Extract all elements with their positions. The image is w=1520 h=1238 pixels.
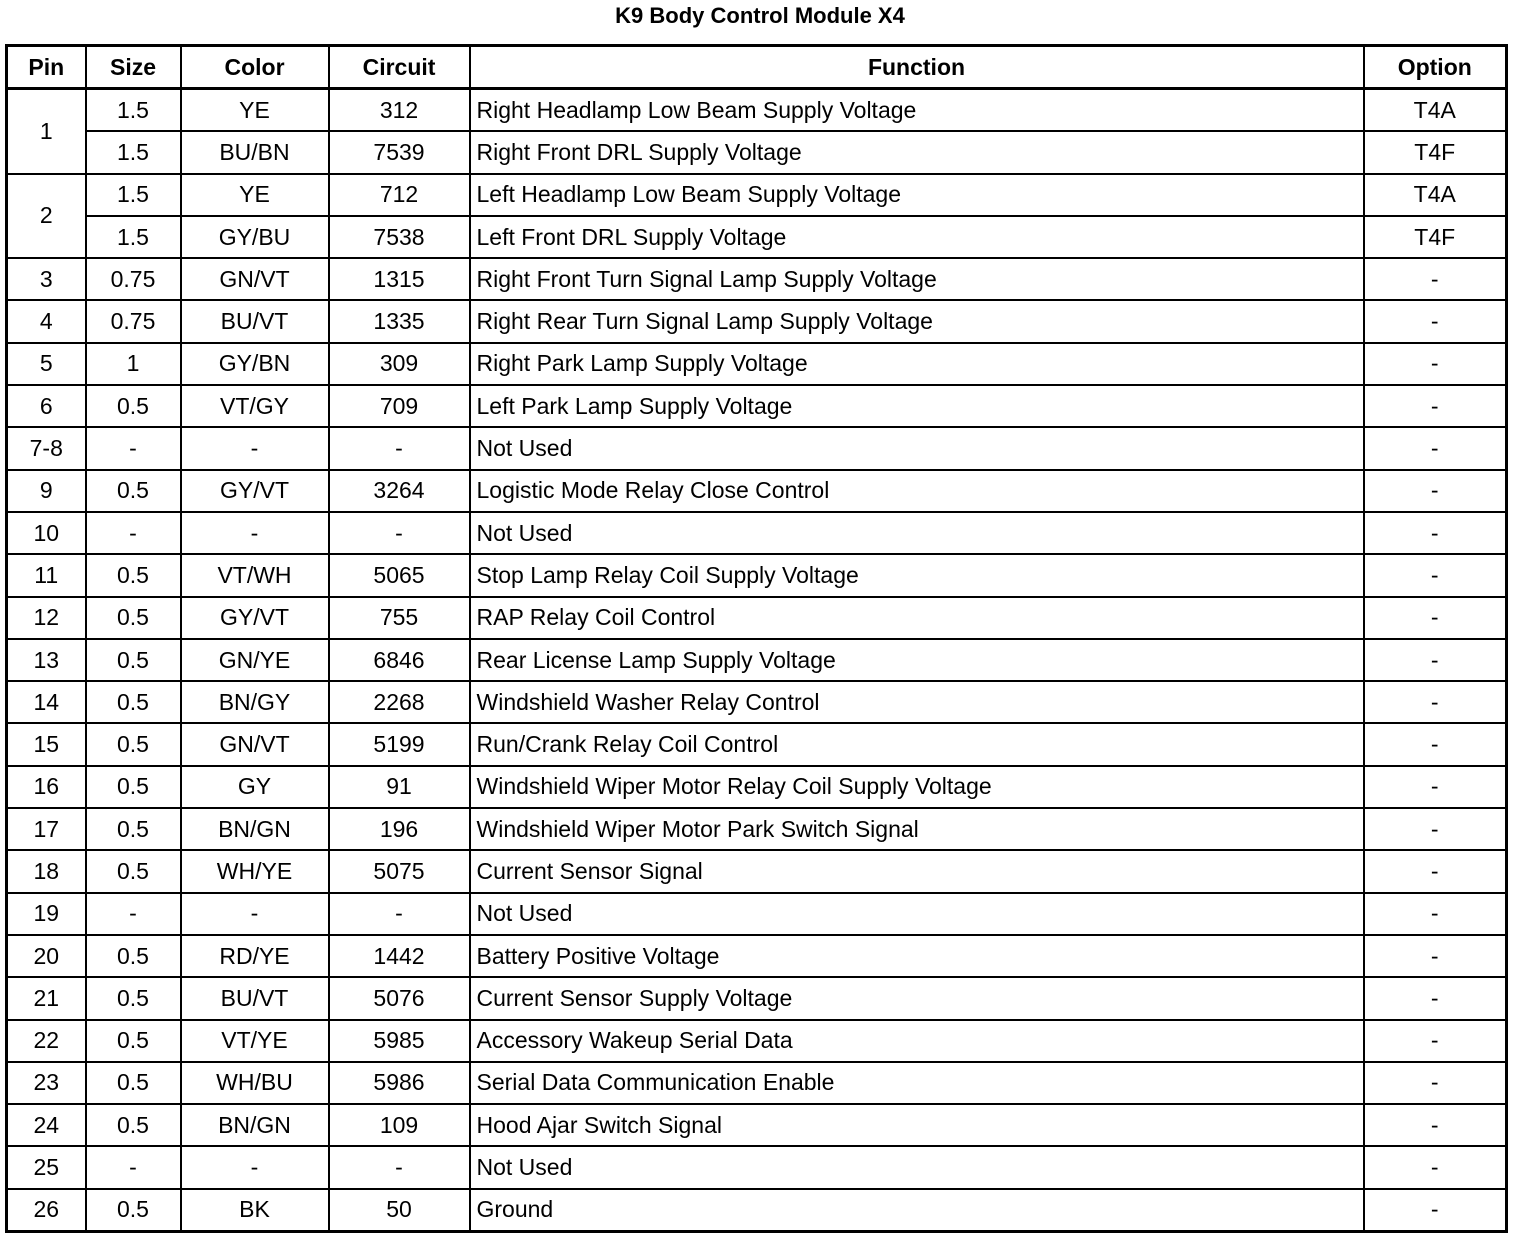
cell-circuit: 312 <box>329 89 470 132</box>
cell-pin: 9 <box>7 470 86 512</box>
cell-color: - <box>181 893 329 935</box>
cell-circuit: 1335 <box>329 300 470 342</box>
cell-option: - <box>1364 300 1507 342</box>
cell-color: GY/VT <box>181 597 329 639</box>
cell-pin: 4 <box>7 300 86 342</box>
table-row <box>7 808 1507 850</box>
cell-size: 1 <box>86 343 181 385</box>
cell-function: Ground <box>470 1189 1364 1232</box>
table-row <box>7 935 1507 977</box>
cell-function: Right Front Turn Signal Lamp Supply Voltage <box>470 258 1364 300</box>
cell-circuit: - <box>329 427 470 469</box>
cell-function: Hood Ajar Switch Signal <box>470 1104 1364 1146</box>
cell-color: WH/YE <box>181 850 329 892</box>
cell-pin: 14 <box>7 681 86 723</box>
column-header-option: Option <box>1364 46 1507 89</box>
cell-option: - <box>1364 1020 1507 1062</box>
table-row <box>7 1020 1507 1062</box>
table-row <box>7 639 1507 681</box>
cell-pin: 25 <box>7 1146 86 1188</box>
cell-function: Not Used <box>470 512 1364 554</box>
table-row <box>7 850 1507 892</box>
table-row <box>7 766 1507 808</box>
table-row <box>7 89 1507 132</box>
cell-option: - <box>1364 681 1507 723</box>
cell-function: Stop Lamp Relay Coil Supply Voltage <box>470 554 1364 596</box>
cell-color: BN/GN <box>181 1104 329 1146</box>
cell-color: GN/YE <box>181 639 329 681</box>
cell-color: VT/GY <box>181 385 329 427</box>
table-row <box>7 597 1507 639</box>
cell-size: 0.5 <box>86 1062 181 1104</box>
cell-pin: 7-8 <box>7 427 86 469</box>
cell-option: - <box>1364 554 1507 596</box>
cell-size: 0.5 <box>86 597 181 639</box>
cell-option: - <box>1364 808 1507 850</box>
cell-size: 0.5 <box>86 766 181 808</box>
table-body <box>7 89 1507 1232</box>
table-row <box>7 131 1507 173</box>
cell-option: T4F <box>1364 131 1507 173</box>
cell-option: - <box>1364 766 1507 808</box>
cell-size: 0.75 <box>86 258 181 300</box>
table-row <box>7 512 1507 554</box>
cell-color: BU/VT <box>181 977 329 1019</box>
cell-pin: 2 <box>7 174 86 259</box>
cell-option: - <box>1364 850 1507 892</box>
cell-function: Battery Positive Voltage <box>470 935 1364 977</box>
table-row <box>7 1104 1507 1146</box>
table-row <box>7 258 1507 300</box>
cell-size: 0.5 <box>86 1189 181 1232</box>
cell-circuit: 712 <box>329 174 470 216</box>
cell-function: Not Used <box>470 427 1364 469</box>
cell-option: - <box>1364 935 1507 977</box>
cell-function: Left Park Lamp Supply Voltage <box>470 385 1364 427</box>
cell-option: - <box>1364 427 1507 469</box>
cell-circuit: 7538 <box>329 216 470 258</box>
cell-circuit: 755 <box>329 597 470 639</box>
cell-option: - <box>1364 258 1507 300</box>
cell-function: Serial Data Communication Enable <box>470 1062 1364 1104</box>
cell-option: - <box>1364 893 1507 935</box>
cell-size: 0.5 <box>86 1020 181 1062</box>
cell-circuit: 6846 <box>329 639 470 681</box>
cell-function: Right Headlamp Low Beam Supply Voltage <box>470 89 1364 132</box>
cell-option: - <box>1364 1146 1507 1188</box>
cell-color: BK <box>181 1189 329 1232</box>
cell-size: 0.5 <box>86 554 181 596</box>
cell-size: 0.5 <box>86 977 181 1019</box>
cell-function: Current Sensor Signal <box>470 850 1364 892</box>
cell-function: Right Park Lamp Supply Voltage <box>470 343 1364 385</box>
cell-option: - <box>1364 977 1507 1019</box>
cell-color: GY/VT <box>181 470 329 512</box>
cell-circuit: 5986 <box>329 1062 470 1104</box>
cell-circuit: - <box>329 512 470 554</box>
cell-color: BU/BN <box>181 131 329 173</box>
cell-circuit: 309 <box>329 343 470 385</box>
cell-option: - <box>1364 343 1507 385</box>
table-row <box>7 723 1507 765</box>
cell-pin: 15 <box>7 723 86 765</box>
table-header <box>7 46 1507 89</box>
column-header-size: Size <box>86 46 181 89</box>
table-row <box>7 300 1507 342</box>
cell-circuit: 5199 <box>329 723 470 765</box>
cell-color: VT/YE <box>181 1020 329 1062</box>
cell-size: 0.5 <box>86 808 181 850</box>
table-row <box>7 216 1507 258</box>
table-row <box>7 470 1507 512</box>
cell-function: RAP Relay Coil Control <box>470 597 1364 639</box>
cell-size: 0.5 <box>86 385 181 427</box>
cell-circuit: 5075 <box>329 850 470 892</box>
cell-circuit: 91 <box>329 766 470 808</box>
cell-function: Windshield Wiper Motor Park Switch Signal <box>470 808 1364 850</box>
table-row <box>7 977 1507 1019</box>
cell-color: - <box>181 427 329 469</box>
cell-pin: 12 <box>7 597 86 639</box>
cell-color: GN/VT <box>181 258 329 300</box>
cell-size: 0.5 <box>86 723 181 765</box>
cell-color: GY/BN <box>181 343 329 385</box>
cell-size: - <box>86 512 181 554</box>
cell-option: - <box>1364 723 1507 765</box>
cell-color: VT/WH <box>181 554 329 596</box>
cell-circuit: 5076 <box>329 977 470 1019</box>
cell-size: 0.5 <box>86 470 181 512</box>
column-header-pin: Pin <box>7 46 86 89</box>
cell-pin: 1 <box>7 89 86 174</box>
cell-color: GN/VT <box>181 723 329 765</box>
cell-pin: 6 <box>7 385 86 427</box>
cell-pin: 10 <box>7 512 86 554</box>
cell-pin: 19 <box>7 893 86 935</box>
cell-size: 1.5 <box>86 174 181 216</box>
table-row <box>7 893 1507 935</box>
cell-function: Not Used <box>470 1146 1364 1188</box>
cell-circuit: 3264 <box>329 470 470 512</box>
cell-color: - <box>181 512 329 554</box>
cell-function: Windshield Washer Relay Control <box>470 681 1364 723</box>
cell-color: GY <box>181 766 329 808</box>
document-title: K9 Body Control Module X4 <box>615 3 905 28</box>
cell-function: Logistic Mode Relay Close Control <box>470 470 1364 512</box>
table-row <box>7 1189 1507 1232</box>
cell-pin: 24 <box>7 1104 86 1146</box>
cell-pin: 3 <box>7 258 86 300</box>
cell-color: BN/GY <box>181 681 329 723</box>
cell-option: T4A <box>1364 89 1507 132</box>
cell-function: Not Used <box>470 893 1364 935</box>
cell-size: 1.5 <box>86 89 181 132</box>
cell-color: YE <box>181 89 329 132</box>
cell-option: - <box>1364 470 1507 512</box>
cell-size: 0.75 <box>86 300 181 342</box>
cell-color: - <box>181 1146 329 1188</box>
table-row <box>7 554 1507 596</box>
cell-circuit: 5985 <box>329 1020 470 1062</box>
cell-circuit: 7539 <box>329 131 470 173</box>
cell-pin: 16 <box>7 766 86 808</box>
cell-circuit: - <box>329 1146 470 1188</box>
table-row <box>7 1146 1507 1188</box>
cell-color: WH/BU <box>181 1062 329 1104</box>
cell-option: - <box>1364 512 1507 554</box>
cell-size: 1.5 <box>86 216 181 258</box>
cell-pin: 23 <box>7 1062 86 1104</box>
cell-function: Left Front DRL Supply Voltage <box>470 216 1364 258</box>
cell-size: - <box>86 893 181 935</box>
cell-size: 0.5 <box>86 850 181 892</box>
cell-size: - <box>86 427 181 469</box>
cell-color: RD/YE <box>181 935 329 977</box>
cell-function: Left Headlamp Low Beam Supply Voltage <box>470 174 1364 216</box>
cell-option: - <box>1364 639 1507 681</box>
cell-option: - <box>1364 597 1507 639</box>
column-header-color: Color <box>181 46 329 89</box>
cell-circuit: - <box>329 893 470 935</box>
cell-pin: 11 <box>7 554 86 596</box>
cell-pin: 18 <box>7 850 86 892</box>
table-row <box>7 1062 1507 1104</box>
cell-function: Right Rear Turn Signal Lamp Supply Voltage <box>470 300 1364 342</box>
cell-pin: 21 <box>7 977 86 1019</box>
cell-option: - <box>1364 1062 1507 1104</box>
column-header-circuit: Circuit <box>329 46 470 89</box>
cell-option: - <box>1364 1189 1507 1232</box>
cell-circuit: 2268 <box>329 681 470 723</box>
cell-circuit: 50 <box>329 1189 470 1232</box>
table-row <box>7 385 1507 427</box>
cell-function: Accessory Wakeup Serial Data <box>470 1020 1364 1062</box>
table-row <box>7 343 1507 385</box>
cell-circuit: 109 <box>329 1104 470 1146</box>
cell-function: Rear License Lamp Supply Voltage <box>470 639 1364 681</box>
cell-function: Current Sensor Supply Voltage <box>470 977 1364 1019</box>
cell-size: 0.5 <box>86 681 181 723</box>
column-header-function: Function <box>470 46 1364 89</box>
cell-pin: 26 <box>7 1189 86 1232</box>
cell-pin: 13 <box>7 639 86 681</box>
cell-option: T4A <box>1364 174 1507 216</box>
cell-size: - <box>86 1146 181 1188</box>
cell-size: 0.5 <box>86 1104 181 1146</box>
cell-circuit: 1442 <box>329 935 470 977</box>
cell-function: Run/Crank Relay Coil Control <box>470 723 1364 765</box>
cell-function: Windshield Wiper Motor Relay Coil Supply Voltage <box>470 766 1364 808</box>
table-row <box>7 174 1507 216</box>
cell-circuit: 196 <box>329 808 470 850</box>
cell-color: BU/VT <box>181 300 329 342</box>
cell-pin: 5 <box>7 343 86 385</box>
cell-size: 1.5 <box>86 131 181 173</box>
cell-circuit: 1315 <box>329 258 470 300</box>
cell-pin: 20 <box>7 935 86 977</box>
table-row <box>7 427 1507 469</box>
cell-pin: 17 <box>7 808 86 850</box>
cell-circuit: 5065 <box>329 554 470 596</box>
table-row <box>7 681 1507 723</box>
pinout-table <box>5 44 1508 1233</box>
cell-circuit: 709 <box>329 385 470 427</box>
cell-option: T4F <box>1364 216 1507 258</box>
cell-function: Right Front DRL Supply Voltage <box>470 131 1364 173</box>
cell-size: 0.5 <box>86 639 181 681</box>
cell-pin: 22 <box>7 1020 86 1062</box>
header-row <box>7 46 1507 89</box>
cell-option: - <box>1364 385 1507 427</box>
cell-color: YE <box>181 174 329 216</box>
cell-option: - <box>1364 1104 1507 1146</box>
cell-color: GY/BU <box>181 216 329 258</box>
cell-size: 0.5 <box>86 935 181 977</box>
cell-color: BN/GN <box>181 808 329 850</box>
